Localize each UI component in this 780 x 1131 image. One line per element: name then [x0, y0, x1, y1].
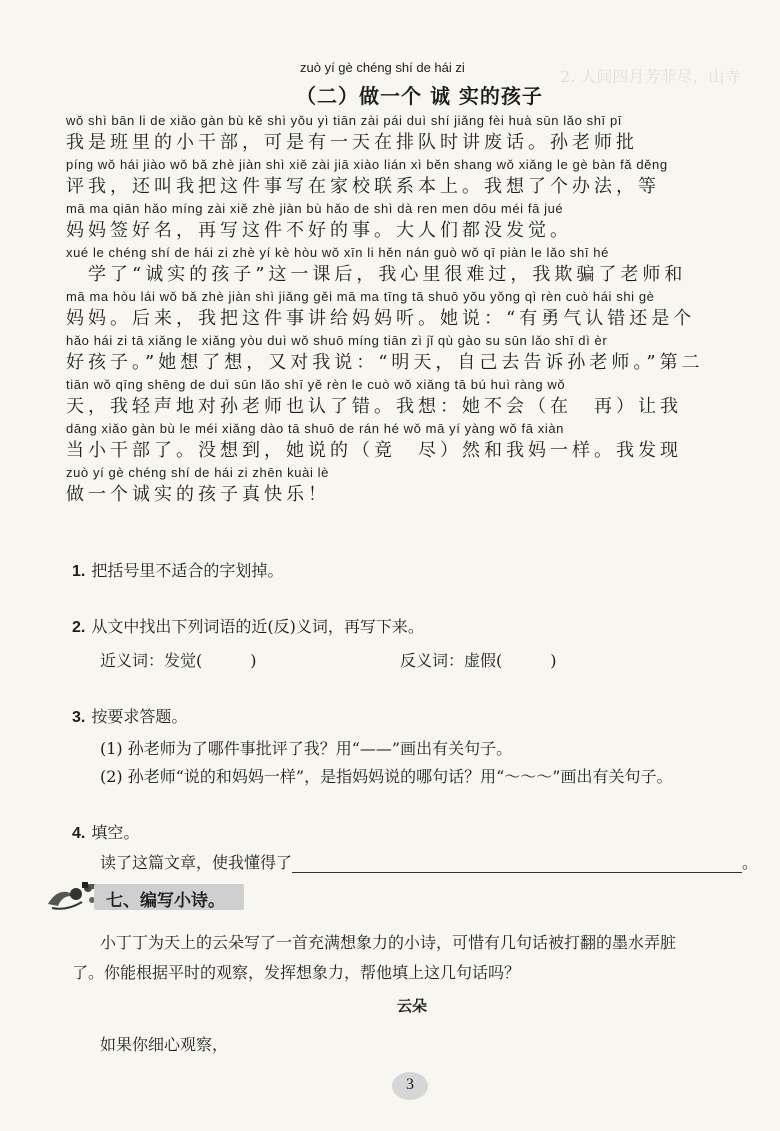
question-3: 3. 按要求答题。: [72, 707, 188, 726]
pinyin-line: píng wǒ hái jiào wǒ bǎ zhè jiàn shì xiě zài jiā xiào lián xì běn shang wǒ xiǎng le gè bàn fǎ děng: [66, 157, 668, 172]
page-number: 3: [406, 1076, 414, 1093]
pinyin-line: wǒ shì bān li de xiǎo gàn bù kě shì yǒu yì tiān zài pái duì shí jiǎng fèi huà sūn lǎo shī pī: [66, 113, 623, 128]
passage-line: [66, 200, 772, 244]
hanzi-line: 天，我轻声地对孙老师也认了错。我想：她不会（在 再）让我: [66, 396, 682, 417]
question-4: 4. 填空。: [72, 823, 140, 842]
section-banner: [42, 880, 247, 914]
synonym-field[interactable]: 近义词：发觉( ): [100, 651, 257, 670]
hanzi-line: 评我，还叫我把这件事写在家校联系本上。我想了个办法，等: [66, 176, 660, 197]
title-pinyin: zuò yí gè chéng shí de hái zi: [300, 60, 465, 75]
passage-line: [66, 112, 772, 156]
bleed-through-text: 2. 人间四月芳菲尽，山寺: [560, 67, 741, 86]
hanzi-line: 妈妈签好名，再写这件不好的事。大人们都没发觉。: [66, 220, 572, 241]
antonym-field[interactable]: 反义词：虚假( ): [400, 651, 557, 670]
passage-line: [66, 332, 772, 376]
question-2: 2. 从文中找出下列词语的近(反)义词，再写下来。: [72, 617, 424, 636]
hanzi-line: 做一个诚实的孩子真快乐！: [66, 484, 330, 505]
poem-intro: [72, 928, 762, 988]
passage-line: [66, 420, 772, 464]
question-1: 1. 把括号里不适合的字划掉。: [72, 561, 284, 580]
poem-line: 如果你细心观察，: [100, 1035, 229, 1054]
poem-title: 云朵: [397, 997, 428, 1015]
pinyin-line: mā ma hòu lái wǒ bǎ zhè jiàn shì jiǎng gěi mā ma tīng tā shuō yǒu yǒng qì rèn cuò hái shi gè: [66, 289, 655, 304]
pinyin-line: mā ma qiān hǎo míng zài xiě zhè jiàn bù hǎo de shì dà ren men dōu méi fā jué: [66, 201, 564, 216]
question-3-sub-1: (1) 孙老师为了哪件事批评了我？用“——”画出有关句子。: [100, 739, 513, 758]
page-number-badge: [392, 1072, 428, 1100]
hanzi-line: 妈妈。后来，我把这件事讲给妈妈听。她说：“有勇气认错还是个: [66, 308, 696, 329]
hanzi-line: 学了“诚实的孩子”这一课后，我心里很难过，我欺骗了老师和: [66, 264, 687, 285]
passage-line: [66, 244, 772, 288]
reading-passage: [66, 112, 772, 508]
hanzi-line: 好孩子。”她想了想，又对我说：“明天，自己去告诉孙老师。”第二: [66, 352, 704, 373]
hanzi-line: 当小干部了。没想到，她说的（竟 尽）然和我妈一样。我发现: [66, 440, 682, 461]
pinyin-line: hǎo hái zi tā xiǎng le xiǎng yòu duì wǒ shuō míng tiān zì jǐ qù gào su sūn lǎo shī dì èr: [66, 333, 608, 348]
hanzi-line: 我是班里的小干部，可是有一天在排队时讲废话。孙老师批: [66, 132, 638, 153]
answer-blank[interactable]: [292, 854, 742, 873]
pinyin-line: dāng xiǎo gàn bù le méi xiǎng dào tā shuō de rán hé wǒ mā yí yàng wǒ fā xiàn: [66, 421, 565, 436]
question-4-fill: 读了这篇文章，使我懂得了 。: [100, 853, 759, 872]
intro-line-1: 小丁丁为天上的云朵写了一首充满想象力的小诗，可惜有几句话被打翻的墨水弄脏: [100, 933, 677, 952]
pinyin-line: xué le chéng shí de hái zi zhè yí kè hòu wǒ xīn li hěn nán guò wǒ qī piàn le lǎo shī hé: [66, 245, 609, 260]
passage-line: [66, 288, 772, 332]
passage-title: （二）做一个 诚 实的孩子: [296, 84, 543, 108]
pinyin-line: zuò yí gè chéng shí de hái zi zhēn kuài lè: [66, 465, 329, 480]
section-title: 七、编写小诗。: [106, 891, 225, 911]
intro-line-2: 了。你能根据平时的观察，发挥想象力，帮他填上这几句话吗？: [72, 963, 521, 982]
passage-line: [66, 464, 772, 508]
flower-icon: [42, 880, 102, 914]
question-3-sub-2: (2) 孙老师“说的和妈妈一样”，是指妈妈说的哪句话？用“～～～”画出有关句子。: [100, 767, 673, 786]
pinyin-line: tiān wǒ qīng shēng de duì sūn lǎo shī yě rèn le cuò wǒ xiǎng tā bú huì ràng wǒ: [66, 377, 566, 392]
passage-line: [66, 376, 772, 420]
passage-line: [66, 156, 772, 200]
